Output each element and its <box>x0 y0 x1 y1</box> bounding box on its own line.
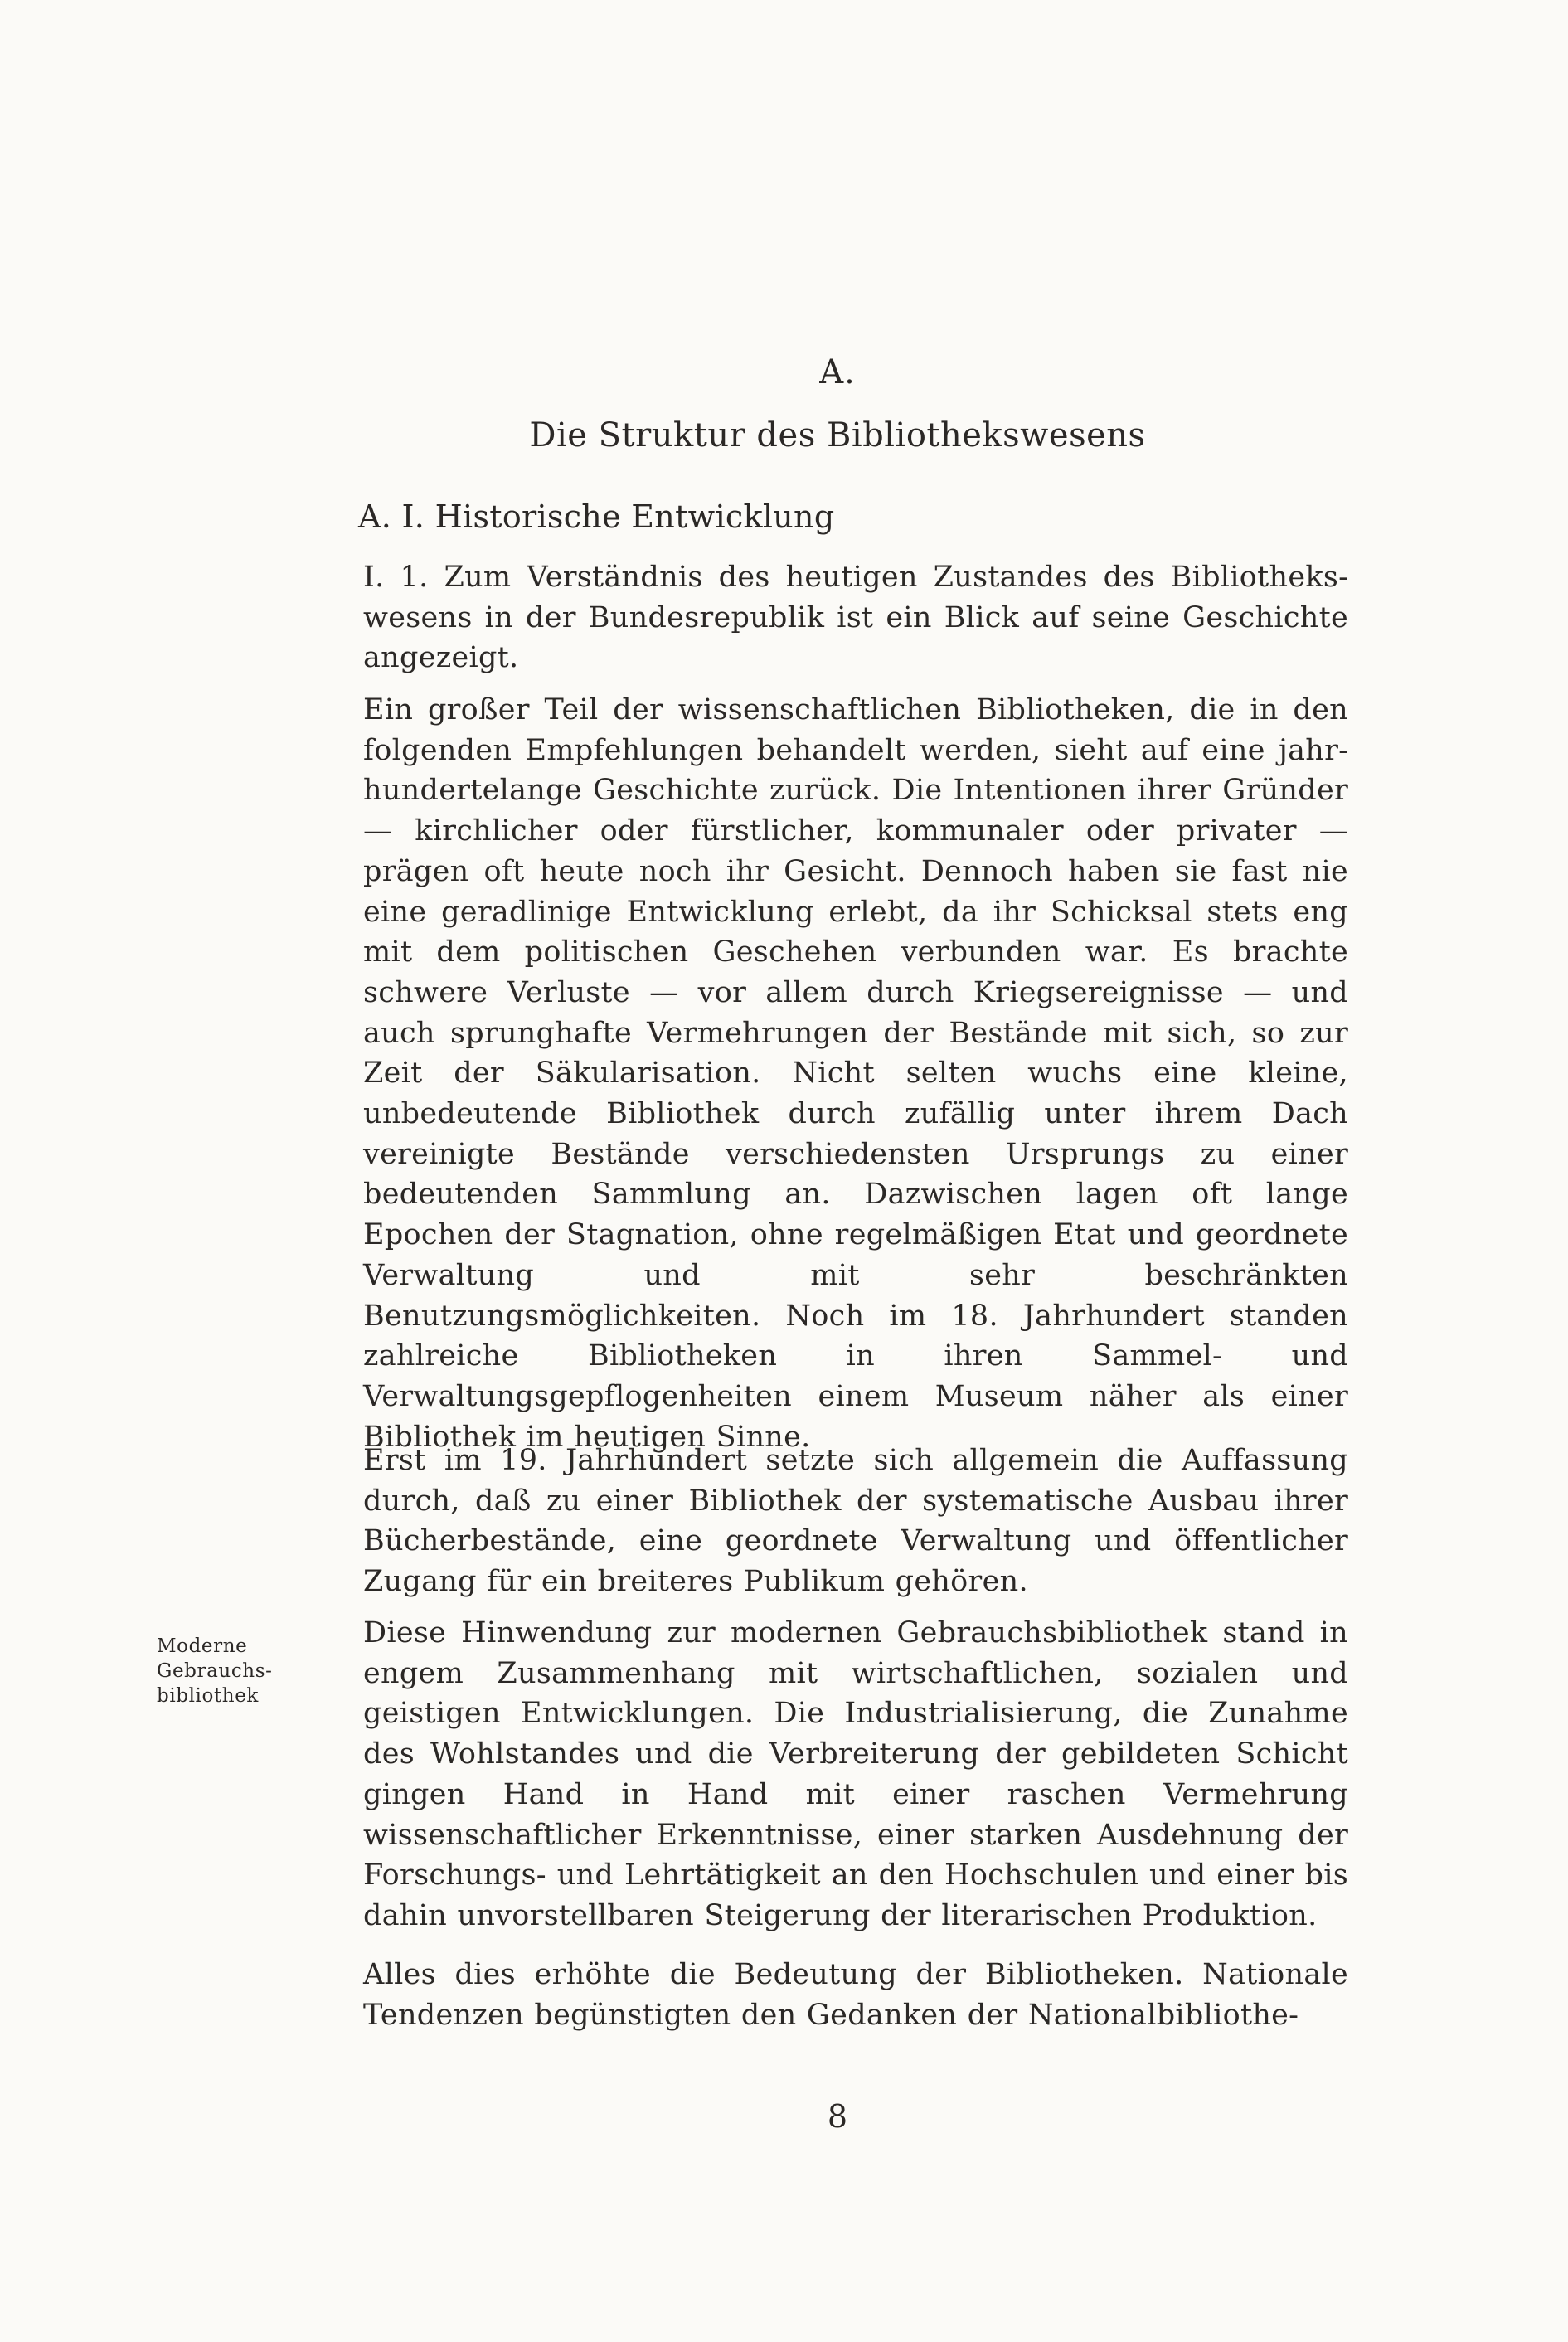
paragraph-2 <box>363 690 1348 1457</box>
paragraph-text: Erst im 19. Jahrhundert setzte sich allgemein die Auffassung durch, daß zu einer Bibliothek der systematische Ausbau ihrer Bücherbestände, eine geordnete Verwaltung und öffentlicher Zugang für ein breiteres Publikum gehören. <box>363 1444 1348 1599</box>
section-heading: A. I. Historische Entwicklung <box>358 498 835 535</box>
chapter-title: Die Struktur des Bibliothekswesens <box>529 416 1146 454</box>
paragraph-text: Diese Hinwendung zur modernen Gebrauchsbibliothek stand in engem Zusammenhang mit wirtschaftlichen, sozialen und geistigen Entwicklungen. Die Industrialisierung, die Zunahme des Wohlstandes und die Verbreiterung der gebildeten Schicht gingen Hand in Hand mit einer raschen Vermehrung wissenschaftlicher Erkenntnisse, einer starken Ausdehnung der Forschungs- und Lehrtätigkeit an den Hochschulen und einer bis dahin unvorstellbaren Steigerung der literarischen Produktion. <box>363 1616 1348 1932</box>
paragraph-4 <box>363 1613 1348 1936</box>
margin-note: Moderne Gebrauchs- bibliothek <box>157 1635 273 1707</box>
paragraph-text: Ein großer Teil der wissenschaftlichen Bibliotheken, die in den folgenden Empfehlungen behandelt werden, sieht auf eine jahrhundertelange Geschichte zurück. Die Intentionen ihrer Gründer — kirchlicher oder fürstlicher, kommunaler oder privater — prägen oft heute noch ihr Gesicht. Dennoch haben sie fast nie eine geradlinige Entwicklung erlebt, da ihr Schicksal stets eng mit dem politischen Geschehen verbunden war. Es brachte schwere Verluste — vor allem durch Kriegsereignisse — und auch sprunghafte Vermehrungen der Bestände mit sich, so zur Zeit der Säkularisation. Nicht selten wuchs eine kleine, unbedeutende Bibliothek durch zufällig unter ihrem Dach vereinigte Bestände verschiedensten Ursprungs zu einer bedeutenden Sammlung an. Dazwischen lagen oft lange Epochen der Stagnation, ohne regelmäßigen Etat und geordnete Verwaltung und mit sehr beschränkten Benutzungsmöglichkeiten. Noch im 18. Jahrhundert standen zahlreiche Bibliotheken in ihren Sammel- und Verwaltungsgepflogenheiten einem Museum näher als einer Bibliothek im heutigen Sinne. <box>363 693 1348 1454</box>
page-number: 8 <box>827 2098 848 2135</box>
paragraph-text: Alles dies erhöhte die Bedeutung der Bibliotheken. Nationale Tendenzen begünstigten den Gedanken der Nationalbibliothe- <box>363 1958 1348 2032</box>
paragraph-5 <box>363 1955 1348 2035</box>
paragraph-1 <box>363 557 1348 678</box>
paragraph-text: I. 1. Zum Verständnis des heutigen Zustandes des Bibliothekswesens in der Bundesrepublik ist ein Blick auf seine Geschichte angezeigt. <box>363 561 1348 675</box>
paragraph-3 <box>363 1441 1348 1602</box>
chapter-letter: A. <box>819 353 856 391</box>
